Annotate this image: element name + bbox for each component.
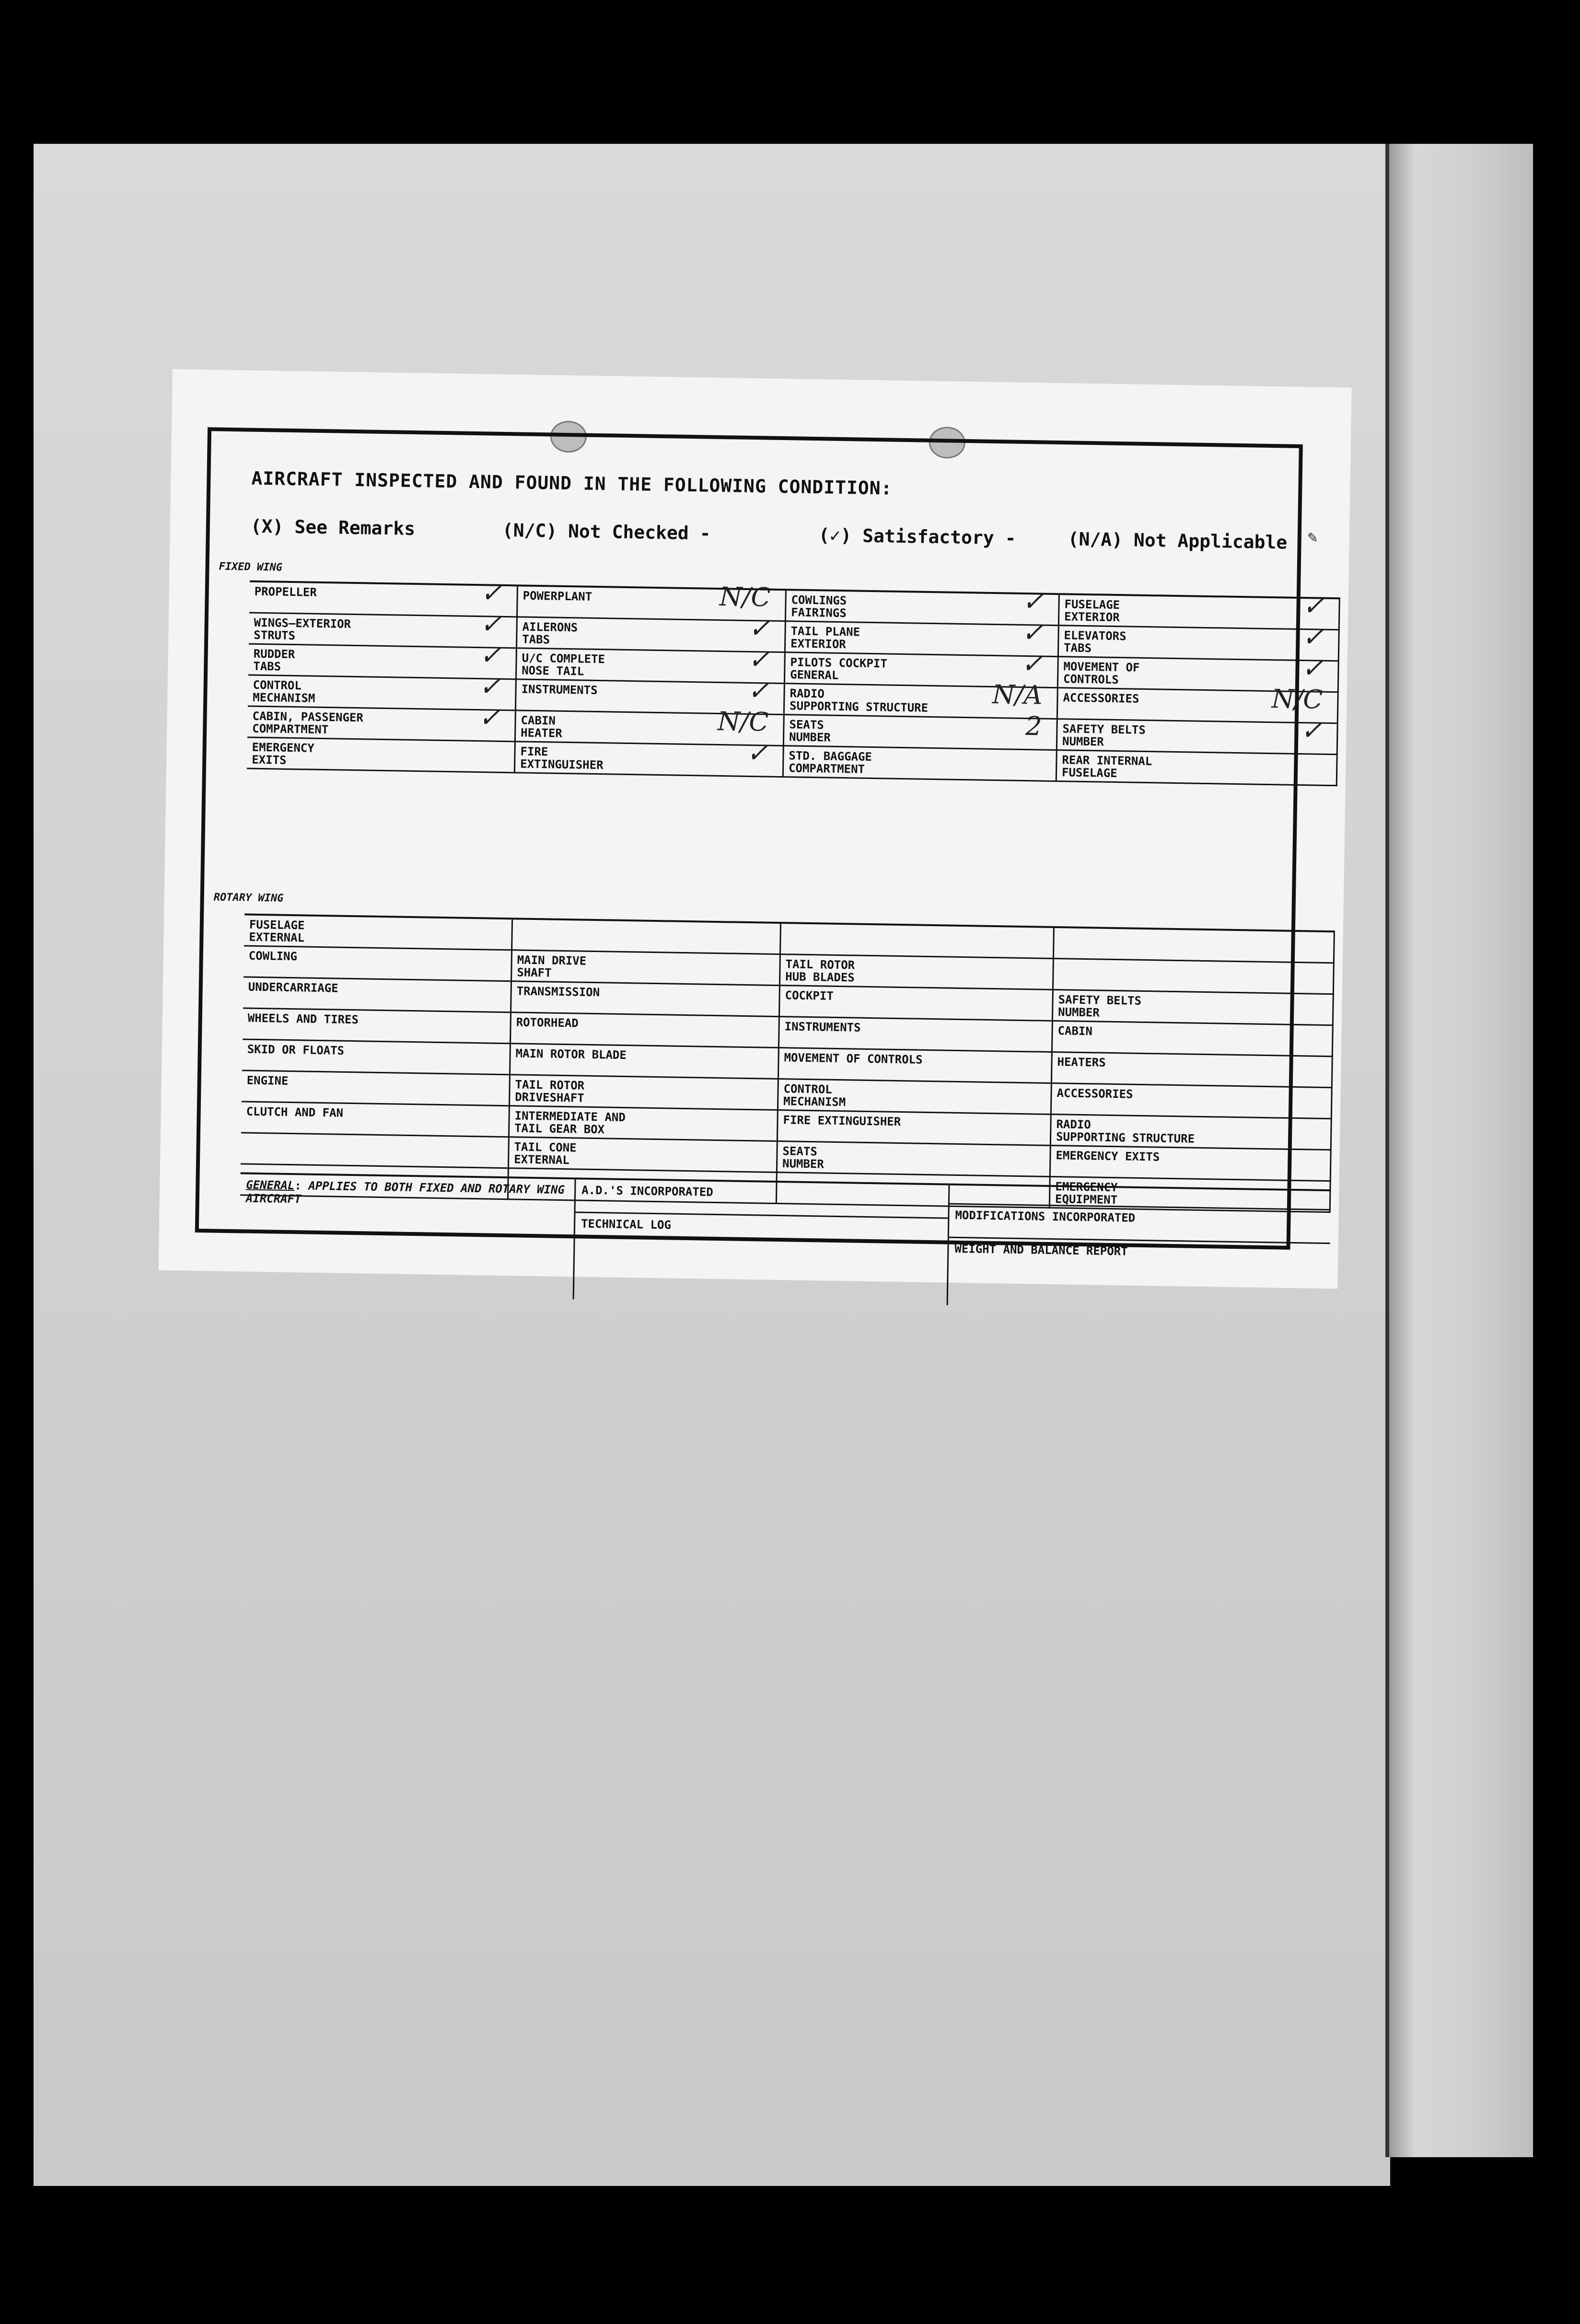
item-label: U/C COMPLETE NOSE TAIL (521, 651, 605, 678)
rotary-wing-item: COCKPIT (780, 986, 1054, 1022)
handwritten-mark: ✓ (478, 671, 501, 702)
fixed-wing-item (784, 711, 1058, 751)
handwritten-mark: ✓ (1022, 586, 1045, 617)
modifications-incorporated: MODIFICATIONS INCORPORATED (949, 1205, 1331, 1244)
handwritten-mark: ✓ (1300, 715, 1323, 746)
rotary-wing-item: EMERGENCY EQUIPMENT (1050, 1177, 1331, 1213)
rotary-wing-item: EMERGENCY EXITS (1051, 1146, 1332, 1182)
fixed-wing-item (516, 706, 785, 746)
fixed-wing-item (248, 671, 517, 711)
fixed-wing-item (517, 613, 786, 653)
item-label: FUSELAGE EXTERIOR (1064, 597, 1120, 625)
fixed-wing-item (785, 679, 1058, 720)
legend-text: Not Checked - (568, 521, 711, 544)
item-label: REAR INTERNAL FUSELAGE (1061, 753, 1152, 780)
handwritten-mark: N/C (717, 706, 769, 737)
rotary-wing-item: TRANSMISSION (511, 982, 780, 1017)
rotary-wing-label: ROTARY WING (213, 891, 284, 905)
fixed-wing-item (1057, 715, 1338, 755)
legend-code: (N/A) (1068, 528, 1123, 551)
fixed-wing-item (1058, 684, 1339, 724)
fixed-wing-item (248, 640, 517, 680)
rotary-wing-item: ACCESSORIES (1052, 1084, 1333, 1119)
item-label: FIRE EXTINGUISHER (520, 744, 604, 772)
rotary-wing-item: SAFETY BELTS NUMBER (1053, 990, 1334, 1026)
rotary-wing-item: SEATS NUMBER (778, 1142, 1051, 1177)
rotary-wing-item: COWLING (244, 946, 512, 982)
rotary-wing-item: MAIN DRIVE SHAFT (512, 951, 781, 986)
rotary-wing-item (781, 924, 1055, 959)
general-text: APPLIES TO BOTH FIXED AND ROTARY WING AIRCRAFT (245, 1179, 565, 1206)
item-label: INSTRUMENTS (521, 682, 598, 697)
rotary-wing-item: CONTROL MECHANISM (778, 1080, 1052, 1115)
handwritten-mark: ✓ (480, 578, 503, 608)
item-label: SAFETY BELTS NUMBER (1062, 722, 1146, 749)
item-label: PROPELLER (254, 584, 317, 599)
handwritten-mark: N/C (719, 581, 771, 613)
ads-incorporated: A.D.'S INCORPORATED (575, 1179, 948, 1219)
handwritten-mark: N/C (1271, 684, 1323, 715)
binding-strip (1385, 144, 1533, 2157)
fixed-wing-grid (247, 578, 1340, 787)
item-label: PILOTS COCKPIT GENERAL (790, 655, 888, 682)
handwritten-mark: ✓ (747, 644, 770, 675)
handwritten-mark: ✓ (1021, 617, 1044, 648)
legend-code: (✓) (818, 524, 852, 546)
rotary-wing-item (241, 1133, 510, 1169)
rotary-wing-item: ROTORHEAD (511, 1013, 780, 1048)
handwritten-mark: ✓ (1302, 591, 1325, 621)
rotary-wing-item: FUSELAGE EXTERNAL (244, 915, 513, 951)
item-label: CONTROL MECHANISM (253, 678, 315, 705)
item-label: ELEVATORS TABS (1063, 628, 1127, 655)
legend-text: See Remarks (294, 516, 416, 539)
fixed-wing-item (784, 746, 1057, 782)
handwritten-mark: ✓ (747, 675, 770, 706)
rotary-wing-item: RADIO SUPPORTING STRUCTURE (1051, 1115, 1332, 1150)
general-note: GENERAL: APPLIES TO BOTH FIXED AND ROTARY WING AIRCRAFT (239, 1174, 576, 1299)
fixed-wing-item (517, 644, 786, 684)
item-label: EMERGENCY EXITS (252, 740, 314, 767)
rotary-wing-item: SKID OR FLOATS (242, 1040, 511, 1075)
legend-text: Satisfactory - (862, 525, 1016, 549)
legend-code: (X) (250, 515, 284, 537)
rotary-wing-item: FIRE EXTINGUISHER (778, 1111, 1052, 1146)
weight-balance-report: WEIGHT AND BALANCE REPORT (954, 1242, 1128, 1258)
fixed-wing-item (1057, 751, 1338, 786)
rotary-wing-item: WHEELS AND TIRES (243, 1009, 511, 1044)
legend-text: Not Applicable (1133, 529, 1288, 553)
item-label: RUDDER TABS (253, 647, 295, 674)
rotary-wing-item: TAIL ROTOR DRIVESHAFT (510, 1075, 779, 1111)
handwritten-mark: ✓ (478, 702, 501, 733)
item-label: TAIL PLANE EXTERIOR (790, 624, 860, 651)
inspection-card (158, 369, 1351, 1289)
general-section (239, 1172, 1331, 1311)
rotary-wing-item: HEATERS (1052, 1053, 1333, 1088)
fixed-wing-item (1059, 622, 1340, 662)
handwritten-mark: N/A (992, 679, 1043, 710)
rotary-wing-item (1054, 959, 1335, 995)
item-label: ACCESSORIES (1063, 691, 1139, 706)
item-label: RADIO SUPPORTING STRUCTURE (789, 686, 929, 715)
item-label: SEATS NUMBER (789, 718, 831, 744)
rotary-wing-item: INTERMEDIATE AND TAIL GEAR BOX (510, 1106, 778, 1142)
item-label: WINGS—EXTERIOR STRUTS (254, 616, 351, 643)
fixed-wing-item (515, 737, 784, 778)
handwritten-mark: ✓ (746, 737, 769, 768)
mods-column (948, 1185, 1331, 1311)
technical-log: TECHNICAL LOG (581, 1217, 672, 1232)
rotary-wing-item (1054, 928, 1335, 964)
handwritten-mark: ✓ (479, 609, 502, 639)
fixed-wing-item (247, 702, 516, 743)
fixed-wing-item (249, 609, 518, 649)
handwritten-mark: ✓ (1301, 653, 1324, 684)
item-label: CABIN HEATER (520, 713, 563, 740)
form-frame (195, 427, 1325, 1258)
legend-not-applicable (1068, 528, 1287, 553)
ads-column (574, 1179, 950, 1305)
item-label: CABIN, PASSENGER COMPARTMENT (252, 709, 364, 737)
legend-code: (N/C) (502, 519, 558, 542)
rotary-wing-item: MOVEMENT OF CONTROLS (779, 1048, 1053, 1084)
fixed-wing-item (786, 586, 1060, 626)
item-label: MOVEMENT OF CONTROLS (1063, 660, 1140, 687)
rotary-wing-item: CABIN (1053, 1022, 1334, 1057)
fixed-wing-item (518, 581, 787, 622)
handwritten-mark: ✓ (479, 640, 502, 671)
handwritten-mark: ✓ (748, 613, 771, 644)
item-label: POWERPLANT (523, 589, 592, 604)
handwritten-mark: 2 (1025, 711, 1043, 742)
rotary-wing-item: ENGINE (242, 1071, 511, 1106)
fixed-wing-item (1059, 591, 1340, 630)
rotary-wing-item: TAIL CONE EXTERNAL (509, 1138, 778, 1173)
legend-not-checked (502, 520, 710, 544)
item-label: COWLINGS FAIRINGS (790, 593, 847, 620)
fixed-wing-item (249, 578, 518, 618)
rotary-wing-item (512, 919, 781, 955)
item-label: STD. BAGGAGE COMPARTMENT (788, 749, 872, 776)
form-title: AIRCRAFT INSPECTED AND FOUND IN THE FOLLOWING CONDITION: (251, 467, 893, 499)
rotary-wing-item: UNDERCARRIAGE (243, 977, 512, 1013)
stamp-mark: ✎ (1307, 527, 1318, 547)
general-label: GENERAL (246, 1178, 295, 1193)
rotary-wing-item: CLUTCH AND FAN (241, 1102, 510, 1138)
fixed-wing-item (247, 738, 516, 774)
fixed-wing-item (786, 617, 1059, 657)
fixed-wing-label: FIXED WING (219, 560, 283, 574)
legend-satisfactory (818, 524, 1016, 548)
rotary-wing-item: TAIL ROTOR HUB BLADES (780, 955, 1054, 990)
handwritten-mark: ✓ (1301, 622, 1324, 652)
rotary-wing-item: MAIN ROTOR BLADE (511, 1044, 779, 1080)
rotary-wing-item: INSTRUMENTS (779, 1017, 1053, 1053)
rotary-wing-grid (240, 913, 1335, 1213)
item-label: AILERONS TABS (522, 620, 578, 647)
handwritten-mark: ✓ (1021, 648, 1044, 679)
legend-see-remarks (251, 516, 416, 539)
